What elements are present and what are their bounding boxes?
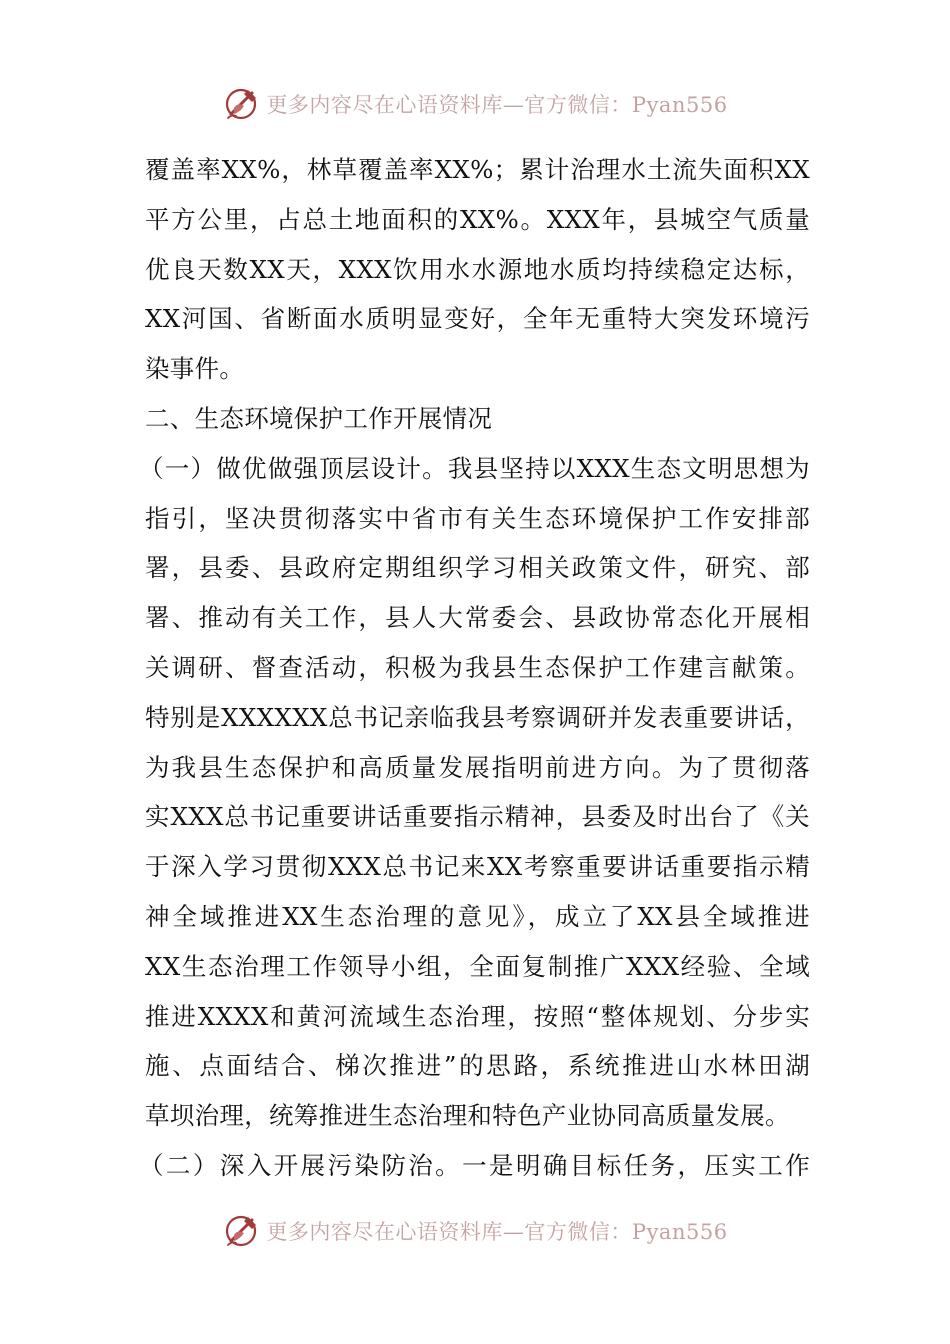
pen-seal-logo-icon — [222, 1211, 262, 1251]
body-line: 署，县委、县政府定期组织学习相关政策文件，研究、部 — [145, 553, 810, 583]
body-line: 草坝治理，统筹推进生态治理和特色产业协同高质量发展。 — [145, 1101, 790, 1131]
body-line: 覆盖率XX%，林草覆盖率XX%；累计治理水土流失面积XX — [145, 155, 810, 184]
body-line: 实XXX总书记重要讲话重要指示精神，县委及时出台了《关 — [145, 802, 810, 832]
body-line: 施、点面结合、梯次推进”的思路，系统推进山水林田湖 — [145, 1051, 810, 1081]
body-line: 关调研、督查活动，积极为我县生态保护工作建言献策。 — [145, 652, 810, 682]
body-line: 神全域推进XX生态治理的意见》，成立了XX县全域推进 — [145, 901, 810, 931]
subsection-paragraph-start: （二）深入开展污染防治。一是明确目标任务，压实工作 — [139, 1150, 810, 1180]
body-line: 署、推动有关工作，县人大常委会、县政协常态化开展相 — [145, 603, 810, 633]
body-line: 优良天数XX天，XXX饮用水水源地水质均持续稳定达标， — [145, 254, 810, 284]
header-banner-text: 更多内容尽在心语资料库—官方微信：Pyan556 — [266, 93, 728, 117]
body-line: 推进XXXX和黄河流域生态治理，按照“整体规划、分步实 — [145, 1001, 810, 1031]
pen-seal-logo-icon — [222, 84, 262, 124]
footer-banner-text: 更多内容尽在心语资料库—官方微信：Pyan556 — [266, 1220, 728, 1244]
document-body — [139, 145, 810, 1191]
body-line: 平方公里，占总土地面积的XX%。XXX年，县城空气质量 — [145, 204, 810, 234]
section-heading: 二、生态环境保护工作开展情况 — [145, 403, 493, 433]
header-banner — [0, 82, 950, 126]
body-line: 于深入学习贯彻XXX总书记来XX考察重要讲话重要指示精 — [145, 852, 810, 882]
body-line: XX生态治理工作领导小组，全面复制推广XXX经验、全域 — [145, 951, 810, 981]
footer-banner — [0, 1209, 950, 1253]
body-line: XX河国、省断面水质明显变好，全年无重特大突发环境污 — [145, 304, 810, 334]
body-line: 染事件。 — [145, 354, 245, 384]
body-line: 为我县生态保护和高质量发展指明前进方向。为了贯彻落 — [145, 752, 810, 782]
subsection-paragraph-start: （一）做优做强顶层设计。我县坚持以XXX生态文明思想为 — [139, 453, 810, 483]
body-line: 指引，坚决贯彻落实中省市有关生态环境保护工作安排部 — [145, 503, 810, 533]
body-line: 特别是XXXXXX总书记亲临我县考察调研并发表重要讲话， — [145, 702, 810, 732]
